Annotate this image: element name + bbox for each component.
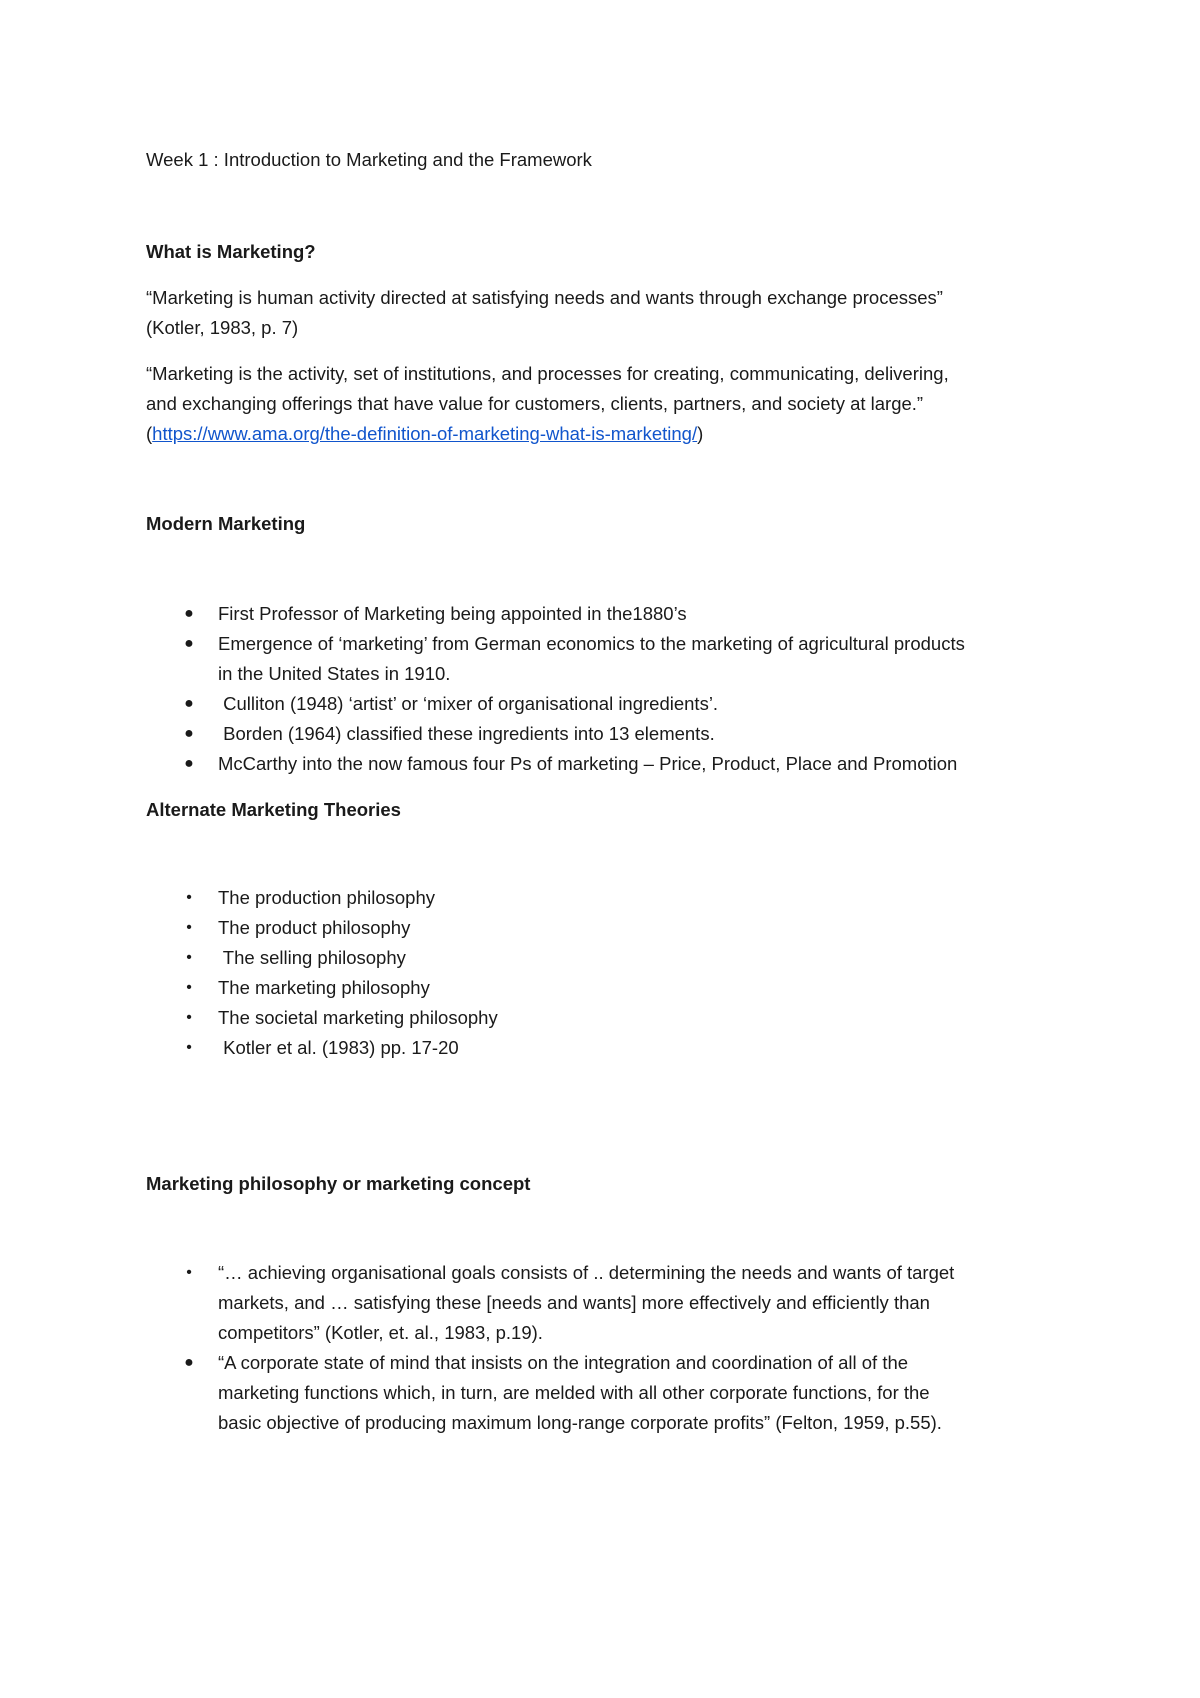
list-item-text: The marketing philosophy (218, 977, 430, 998)
heading-alternate-theories: Alternate Marketing Theories (146, 799, 401, 820)
marketing-concept-list (146, 1258, 1118, 1438)
list-item-text: The societal marketing philosophy (218, 1007, 498, 1028)
list-item-text-continued: competitors” (Kotler, et. al., 1983, p.19). (218, 1322, 543, 1343)
heading-modern-marketing: Modern Marketing (146, 513, 306, 534)
list-item (146, 1258, 1118, 1348)
list-item-text-continued: basic objective of producing maximum long-range corporate profits” (Felton, 1959, p.55). (218, 1412, 942, 1433)
bullet-icon: • (186, 1264, 192, 1281)
list-item-text: The selling philosophy (218, 947, 406, 968)
bullet-icon: • (186, 919, 192, 936)
heading-marketing-concept: Marketing philosophy or marketing concept (146, 1173, 531, 1194)
list-item (146, 1348, 1118, 1438)
bullet-icon: ● (184, 1354, 194, 1371)
list-item-text: “… achieving organisational goals consists of .. determining the needs and wants of target (218, 1262, 955, 1283)
bullet-icon: ● (184, 635, 194, 652)
ama-quote-line-2: and exchanging offerings that have value for customers, clients, partners, and society at large.” (146, 393, 924, 414)
list-item (146, 599, 1118, 629)
list-item-text: Kotler et al. (1983) pp. 17-20 (218, 1037, 459, 1058)
list-item (146, 719, 1118, 749)
list-item-text: The product philosophy (218, 917, 411, 938)
bullet-icon: ● (184, 695, 194, 712)
ama-quote-line-1: “Marketing is the activity, set of institutions, and processes for creating, communicating, delivering, (146, 363, 949, 384)
link-close-paren: ) (697, 423, 704, 444)
list-item-text: Emergence of ‘marketing’ from German economics to the marketing of agricultural products (218, 633, 965, 654)
bullet-icon: • (186, 949, 192, 966)
list-item (146, 883, 1118, 913)
link-open-paren: ( (146, 423, 153, 444)
ama-link-line (146, 419, 703, 449)
list-item (146, 749, 1118, 779)
list-item-text: Borden (1964) classified these ingredients into 13 elements. (218, 723, 715, 744)
bullet-icon: ● (184, 755, 194, 772)
list-item-text: First Professor of Marketing being appointed in the1880’s (218, 603, 687, 624)
bullet-icon: • (186, 1009, 192, 1026)
bullet-icon: • (186, 979, 192, 996)
list-item (146, 973, 1118, 1003)
list-item-text-continued: markets, and … satisfying these [needs and wants] more effectively and efficiently than (218, 1292, 930, 1313)
ama-definition-link[interactable]: https://www.ama.org/the-definition-of-marketing-what-is-marketing/ (152, 423, 698, 444)
list-item (146, 689, 1118, 719)
list-item-text-continued: marketing functions which, in turn, are melded with all other corporate functions, for the (218, 1382, 930, 1403)
heading-what-is-marketing: What is Marketing? (146, 241, 316, 262)
alternate-theories-list (146, 883, 1118, 1063)
list-item (146, 1033, 1118, 1063)
list-item (146, 629, 1118, 689)
list-item (146, 1003, 1118, 1033)
list-item-text: McCarthy into the now famous four Ps of marketing – Price, Product, Place and Promotion (218, 753, 958, 774)
document-title: Week 1 : Introduction to Marketing and the Framework (146, 149, 592, 170)
list-item-text: The production philosophy (218, 887, 436, 908)
list-item-text: “A corporate state of mind that insists on the integration and coordination of all of the (218, 1352, 909, 1373)
bullet-icon: ● (184, 725, 194, 742)
bullet-icon: • (186, 889, 192, 906)
kotler-quote-line-2: (Kotler, 1983, p. 7) (146, 317, 299, 338)
bullet-icon: ● (184, 605, 194, 622)
kotler-quote-line-1: “Marketing is human activity directed at satisfying needs and wants through exchange processes” (146, 287, 943, 308)
modern-marketing-list (146, 599, 1118, 779)
bullet-icon: • (186, 1039, 192, 1056)
list-item-text-continued: in the United States in 1910. (218, 663, 451, 684)
list-item (146, 913, 1118, 943)
list-item-text: Culliton (1948) ‘artist’ or ‘mixer of organisational ingredients’. (218, 693, 719, 714)
list-item (146, 943, 1118, 973)
